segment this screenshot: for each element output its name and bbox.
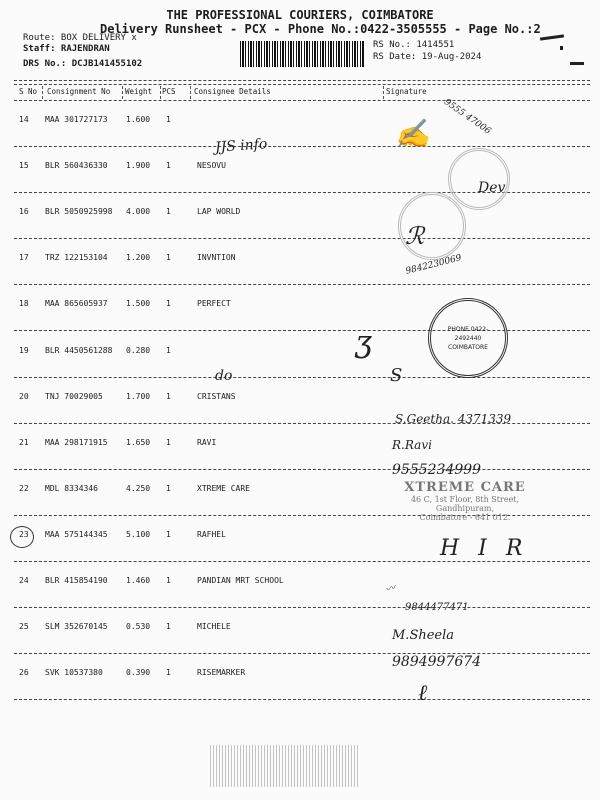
consignment-cell: BLR 5050925998 xyxy=(45,207,113,217)
consignment-cell: MAA 301727173 xyxy=(45,115,108,124)
signature-mark: S xyxy=(390,365,403,386)
col-divider xyxy=(160,86,161,99)
col-signature: Signature xyxy=(386,87,427,96)
weight-cell: 0.390 xyxy=(126,668,151,678)
weight-cell: 0.280 xyxy=(126,345,151,355)
handwritten-phone: 9555 47006 xyxy=(442,97,493,137)
col-divider xyxy=(122,86,123,99)
pcs-cell: 1 xyxy=(166,299,171,309)
weight-cell: 1.500 xyxy=(126,299,151,309)
faint-seal-stamp xyxy=(448,148,510,210)
pcs-cell: 1 xyxy=(166,253,171,263)
col-consignment: Consignment No xyxy=(47,87,111,96)
col-consignee: Consignee Details xyxy=(194,87,271,96)
pcs-cell: 1 xyxy=(166,115,171,124)
sno-cell: 24 xyxy=(19,576,29,585)
rs-number: RS No.: 1414551 xyxy=(373,40,455,50)
barcode xyxy=(240,41,364,67)
handwritten-phone: 9555234999 xyxy=(392,462,482,478)
pcs-cell: 1 xyxy=(166,161,171,171)
signature-mark: ʒ xyxy=(355,325,372,360)
consignment-cell: TRZ 122153104 xyxy=(45,253,108,263)
drs-number: DRS No.: DCJB141455102 xyxy=(23,59,143,69)
row-separator xyxy=(14,469,590,470)
pcs-cell: 1 xyxy=(166,207,171,217)
col-weight: Weight xyxy=(125,87,153,96)
row-circle-mark xyxy=(10,526,34,548)
handwritten-name: M.Sheela xyxy=(392,628,455,643)
handwritten-mark: H I R xyxy=(440,536,529,561)
consignment-cell: MAA 865605937 xyxy=(45,299,108,309)
runsheet-subtitle: Delivery Runsheet - PCX - Phone No.:0422-3505555 - Page No.:2 xyxy=(100,22,541,36)
staff-label: Staff: RAJENDRAN xyxy=(23,44,110,54)
row-separator xyxy=(14,284,590,285)
xtreme-care-stamp xyxy=(400,480,530,522)
col-divider xyxy=(190,86,191,99)
handwritten-phone: 9844477471 xyxy=(405,602,469,613)
signature-mark: ℛ xyxy=(405,222,425,250)
stamp-address-line: 46 C, 1st Floor, 8th Street, xyxy=(410,495,520,504)
handwritten-note: do xyxy=(215,368,233,384)
weight-cell: 1.650 xyxy=(126,437,151,447)
sno-cell: 20 xyxy=(19,391,29,401)
pcs-cell: 1 xyxy=(166,622,171,632)
stamp-address-line: Coimbatore - 641 012. xyxy=(419,513,511,522)
consignee-cell: INVNTION xyxy=(197,253,236,263)
row-separator xyxy=(14,653,590,654)
pcs-cell: 1 xyxy=(166,345,171,355)
consignee-cell: RAFHEL xyxy=(197,529,226,539)
row-separator xyxy=(14,561,590,562)
pcs-cell: 1 xyxy=(166,391,171,401)
weight-cell: 1.700 xyxy=(126,391,151,401)
scan-mark xyxy=(570,62,584,65)
consignee-cell: RAVI xyxy=(197,437,217,447)
document-title: THE PROFESSIONAL COURIERS, COIMBATORE xyxy=(166,8,434,22)
consignee-cell: LAP WORLD xyxy=(197,207,241,217)
consignment-cell: BLR 4450561288 xyxy=(45,345,113,355)
col-divider xyxy=(42,86,43,99)
faint-barcode xyxy=(210,745,360,787)
scan-mark xyxy=(540,34,564,40)
sno-cell: 18 xyxy=(19,299,29,309)
scan-mark xyxy=(560,46,563,50)
consignment-cell: MAA 298171915 xyxy=(45,437,108,447)
sno-cell: 19 xyxy=(19,345,29,355)
pcs-cell: 1 xyxy=(166,668,171,678)
row-separator xyxy=(14,377,590,378)
stamp-company-name: XTREME CARE xyxy=(404,480,526,495)
consignment-cell: BLR 415854190 xyxy=(45,576,108,585)
signature-mark: ✍ xyxy=(395,117,430,150)
consignee-cell: NESOVU xyxy=(197,161,226,171)
consignment-cell: BLR 560436330 xyxy=(45,161,108,171)
consignment-cell: TNJ 70029005 xyxy=(45,391,103,401)
faint-seal-stamp xyxy=(398,192,466,260)
weight-cell: 1.200 xyxy=(126,253,151,263)
handwritten-phone: 9842230069 xyxy=(404,253,463,277)
consignment-cell: SLM 352670145 xyxy=(45,622,108,632)
sno-cell: 23 xyxy=(19,529,29,539)
sno-cell: 15 xyxy=(19,161,29,171)
col-sno: S No xyxy=(19,87,38,96)
consignee-cell: PANDIAN MRT SCHOOL xyxy=(197,576,284,585)
consignee-cell: MICHELE xyxy=(197,622,231,632)
pcs-cell: 1 xyxy=(166,529,171,539)
rule xyxy=(14,84,590,85)
rs-date: RS Date: 19-Aug-2024 xyxy=(373,52,482,62)
consignment-cell: MAA 575144345 xyxy=(45,529,108,539)
weight-cell: 4.000 xyxy=(126,207,151,217)
pcs-cell: 1 xyxy=(166,483,171,493)
signature-mark: 〰 xyxy=(384,582,398,597)
pcs-cell: 1 xyxy=(166,576,171,585)
handwritten-name: S.Geetha. 4371339 xyxy=(395,412,512,426)
row-separator xyxy=(14,238,590,239)
stamp-address-line: Gandhipuram, xyxy=(435,504,495,513)
row-separator xyxy=(14,607,590,608)
weight-cell: 5.100 xyxy=(126,529,151,539)
signature-mark: ℓ xyxy=(418,681,428,706)
row-separator xyxy=(14,699,590,700)
sno-cell: 14 xyxy=(19,115,29,124)
consignment-cell: MDL 8334346 xyxy=(45,483,98,493)
weight-cell: 1.600 xyxy=(126,115,151,124)
handwritten-name: R.Ravi xyxy=(392,438,432,452)
sno-cell: 25 xyxy=(19,622,29,632)
consignment-cell: SVK 10537380 xyxy=(45,668,103,678)
sno-cell: 21 xyxy=(19,437,29,447)
weight-cell: 0.530 xyxy=(126,622,151,632)
rule xyxy=(14,100,590,101)
pcs-cell: 1 xyxy=(166,437,171,447)
consignee-cell: PERFECT xyxy=(197,299,231,309)
route-label: Route: BOX DELIVERY x xyxy=(23,33,137,43)
handwritten-note: JJS info xyxy=(214,136,268,156)
row-separator xyxy=(14,146,590,147)
rule xyxy=(14,80,590,81)
sno-cell: 16 xyxy=(19,207,29,217)
weight-cell: 1.900 xyxy=(126,161,151,171)
sno-cell: 17 xyxy=(19,253,29,263)
handwritten-mark: Dev xyxy=(478,180,506,196)
handwritten-phone: 9894997674 xyxy=(392,654,482,670)
consignee-cell: CRISTANS xyxy=(197,391,236,401)
weight-cell: 4.250 xyxy=(126,483,151,493)
col-divider xyxy=(383,86,384,99)
sno-cell: 22 xyxy=(19,483,29,493)
perfect-seal-stamp xyxy=(428,298,508,378)
weight-cell: 1.460 xyxy=(126,576,151,585)
col-pcs: PCS xyxy=(162,87,176,96)
consignee-cell: RISEMARKER xyxy=(197,668,246,678)
sno-cell: 26 xyxy=(19,668,29,678)
stamp-city-text: COIMBATORE xyxy=(448,343,488,351)
consignee-cell: XTREME CARE xyxy=(197,483,250,493)
stamp-phone-text: PHONE 0422-2492440 xyxy=(447,325,489,342)
